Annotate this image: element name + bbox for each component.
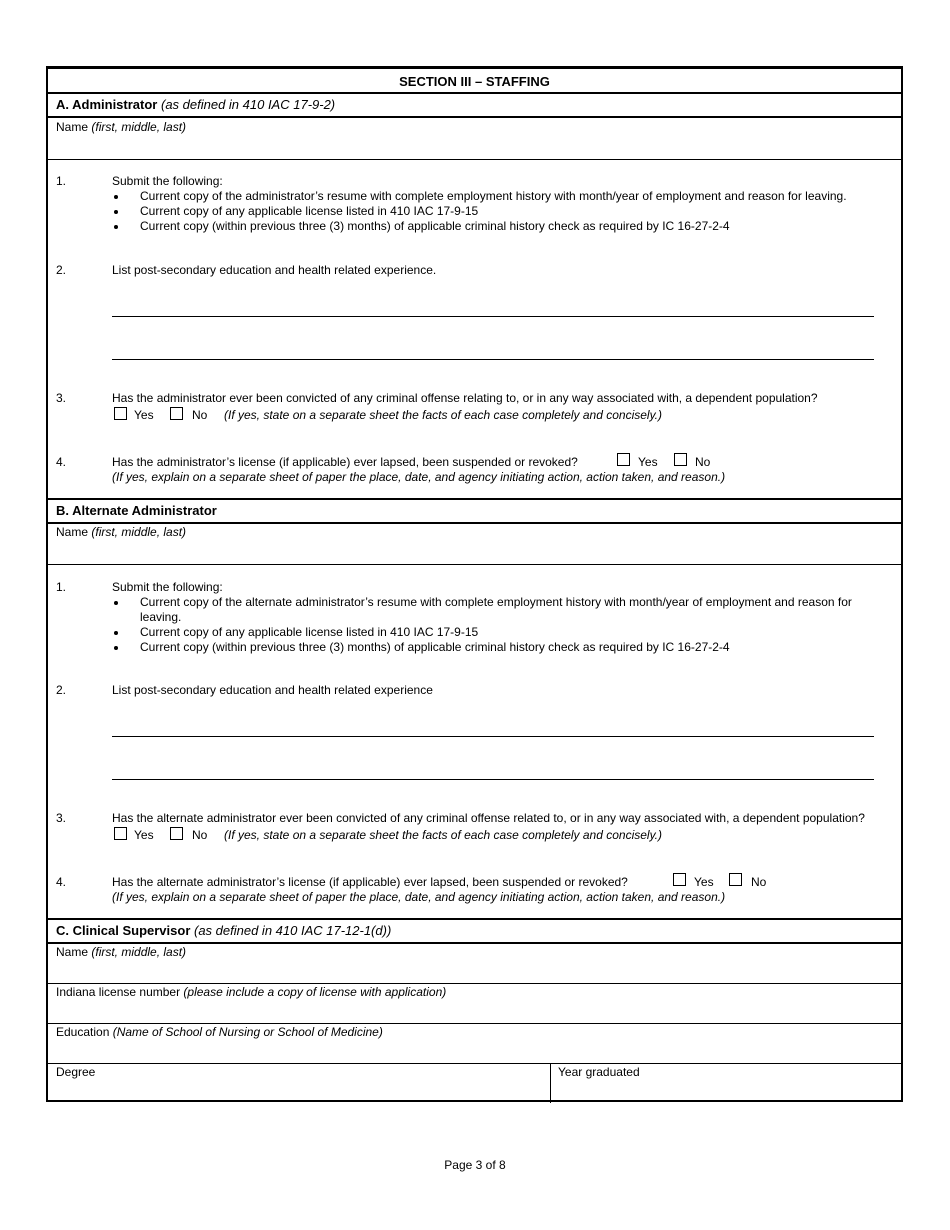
alt-admin-education-line-1[interactable]	[112, 736, 874, 737]
alt-admin-q4-yes-checkbox[interactable]	[673, 873, 686, 886]
admin-q4-yes-checkbox[interactable]	[617, 453, 630, 466]
alt-admin-q3-yes-checkbox[interactable]	[114, 827, 127, 840]
admin-q3-text: Has the administrator ever been convicted of any criminal offense relating to, or in any way associated with, a dependent population?	[112, 391, 818, 405]
alt-admin-q1-text: Submit the following:	[112, 580, 223, 594]
year-graduated-label: Year graduated	[558, 1065, 640, 1079]
divider	[48, 564, 901, 565]
degree-field[interactable]	[48, 1064, 550, 1100]
alt-admin-education-line-2[interactable]	[112, 779, 874, 780]
alt-admin-q1-number: 1.	[56, 580, 67, 594]
education-field[interactable]	[48, 1024, 901, 1063]
alt-admin-q3-no-label: No	[192, 828, 208, 842]
section-title: SECTION III – STAFFING	[399, 74, 550, 89]
list-item: Current copy (within previous three (3) months) of applicable criminal history check as required by IC 16-27-2-4	[112, 219, 882, 234]
supervisor-name-field[interactable]	[48, 943, 901, 983]
license-number-label: Indiana license number (please include a copy of license with application)	[56, 985, 447, 999]
alt-admin-q4-number: 4.	[56, 875, 67, 889]
admin-education-line-2[interactable]	[112, 359, 874, 360]
alt-admin-q4-no-label: No	[751, 875, 767, 889]
license-number-field[interactable]	[48, 984, 901, 1023]
admin-education-line-1[interactable]	[112, 316, 874, 317]
alt-admin-q4-no-checkbox[interactable]	[729, 873, 742, 886]
divider	[48, 159, 901, 160]
admin-q4-no-label: No	[695, 455, 711, 469]
admin-q1-bullet-list	[112, 189, 882, 234]
alt-admin-q3-number: 3.	[56, 811, 67, 825]
list-item: Current copy of the administrator’s resume with complete employment history with month/year of employment and reason for leaving.	[112, 189, 882, 204]
alt-admin-name-label: Name (first, middle, last)	[56, 525, 187, 539]
divider	[48, 92, 901, 94]
year-graduated-field[interactable]	[551, 1064, 901, 1100]
admin-q1-text: Submit the following:	[112, 174, 223, 188]
admin-q2-text: List post-secondary education and health related experience.	[112, 263, 437, 277]
admin-q4-yes-label: Yes	[638, 455, 658, 469]
admin-q4-number: 4.	[56, 455, 67, 469]
admin-name-field[interactable]	[48, 117, 901, 159]
admin-q3-no-checkbox[interactable]	[170, 407, 183, 420]
staffing-form	[46, 66, 903, 1102]
alt-admin-q3-text: Has the alternate administrator ever been convicted of any criminal offense related to, or in any way associated with, a dependent population?	[112, 811, 865, 825]
page-number: Page 3 of 8	[444, 1158, 506, 1172]
admin-name-label: Name (first, middle, last)	[56, 120, 187, 134]
education-label: Education (Name of School of Nursing or School of Medicine)	[56, 1025, 383, 1039]
admin-q3-note: (If yes, state on a separate sheet the facts of each case completely and concisely.)	[224, 408, 663, 422]
admin-q3-yes-label: Yes	[134, 408, 154, 422]
admin-q3-number: 3.	[56, 391, 67, 405]
admin-q3-yes-checkbox[interactable]	[114, 407, 127, 420]
admin-q2-number: 2.	[56, 263, 67, 277]
admin-q4-note: (If yes, explain on a separate sheet of paper the place, date, and agency initiating action, action taken, and reason.)	[112, 470, 726, 484]
alt-admin-q4-text: Has the alternate administrator’s license (if applicable) ever lapsed, been suspended or revoked?	[112, 875, 628, 889]
divider	[48, 498, 901, 500]
admin-q4-text: Has the administrator’s license (if applicable) ever lapsed, been suspended or revoked?	[112, 455, 578, 469]
admin-q4-no-checkbox[interactable]	[674, 453, 687, 466]
degree-label: Degree	[56, 1065, 96, 1079]
alt-admin-q4-yes-label: Yes	[694, 875, 714, 889]
admin-q3-no-label: No	[192, 408, 208, 422]
alt-admin-q2-text: List post-secondary education and health related experience	[112, 683, 433, 697]
section-a-heading: A. Administrator (as defined in 410 IAC 17-9-2)	[56, 97, 336, 112]
divider	[48, 918, 901, 920]
alt-admin-q4-note: (If yes, explain on a separate sheet of paper the place, date, and agency initiating action, action taken, and reason.)	[112, 890, 726, 904]
list-item: Current copy of the alternate administrator’s resume with complete employment history with month/year of employment and reason for leaving.	[112, 595, 882, 625]
alt-admin-q1-bullet-list	[112, 595, 882, 655]
alt-admin-q2-number: 2.	[56, 683, 67, 697]
alt-admin-q3-yes-label: Yes	[134, 828, 154, 842]
alt-admin-q3-no-checkbox[interactable]	[170, 827, 183, 840]
alt-admin-q3-note: (If yes, state on a separate sheet the facts of each case completely and concisely.)	[224, 828, 663, 842]
list-item: Current copy (within previous three (3) months) of applicable criminal history check as required by IC 16-27-2-4	[112, 640, 882, 655]
list-item: Current copy of any applicable license listed in 410 IAC 17-9-15	[112, 625, 882, 640]
section-c-heading: C. Clinical Supervisor (as defined in 410 IAC 17-12-1(d))	[56, 923, 392, 938]
alt-admin-name-field[interactable]	[48, 523, 901, 564]
section-b-heading: B. Alternate Administrator	[56, 503, 217, 518]
admin-q1-number: 1.	[56, 174, 67, 188]
list-item: Current copy of any applicable license listed in 410 IAC 17-9-15	[112, 204, 882, 219]
supervisor-name-label: Name (first, middle, last)	[56, 945, 187, 959]
